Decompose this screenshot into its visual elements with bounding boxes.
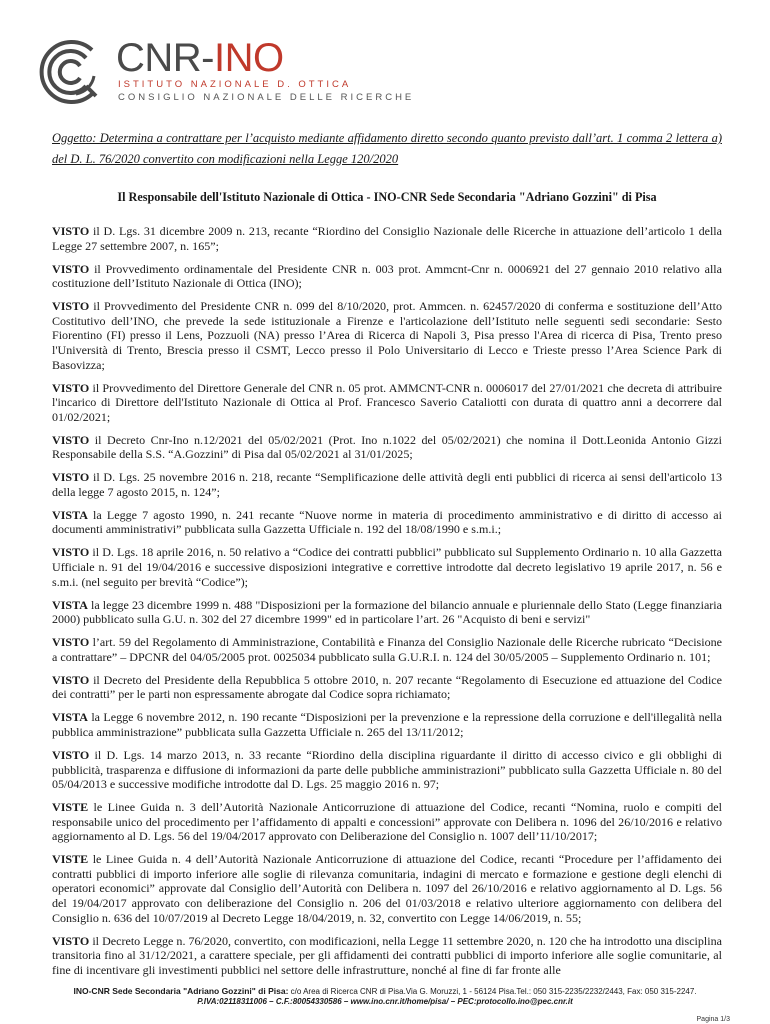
recital-paragraph	[52, 299, 722, 372]
footer-address: c/o Area di Ricerca CNR di Pisa.Via G. Moruzzi, 1 - 56124 Pisa.Tel.: 050 315-2235/2232/2443, Fax: 050 315-2247.	[288, 987, 697, 996]
issuing-authority: Il Responsabile dell'Istituto Nazionale di Ottica - INO-CNR Sede Secondaria "Adriano Gozzini" di Pisa	[117, 190, 657, 204]
logo-subtitle-institute: ISTITUTO NAZIONALE D. OTTICA	[118, 79, 352, 90]
recital-text: il Decreto Legge n. 76/2020, convertito, con modificazioni, nella Legge 11 settembre 2020, n. 120 che ha introdotto una disciplina transitoria fino al 31/12/2021, a carattere speciale, per gli affidamenti dei contratti pubblici di importo inferiore alle soglie comunitarie, al fine di incentivare gli investimenti pubblici nel settore delle infrastrutture, nonché al fine di far fronte alle	[52, 933, 722, 977]
recital-paragraph	[52, 934, 722, 978]
recital-text: il D. Lgs. 31 dicembre 2009 n. 213, recante “Riordino del Consiglio Nazionale delle Ricerche in attuazione dell’articolo 1 della Legge 27 settembre 2007, n. 165”;	[52, 224, 722, 253]
recital-paragraph	[52, 381, 722, 425]
recital-text: il Decreto Cnr-Ino n.12/2021 del 05/02/2021 (Prot. Ino n.1022 del 05/02/2021) che nomina il Dott.Leonida Antonio Gizzi Responsabile della S.S. “A.Gozzini” di Pisa dal 05/02/2021 al 31/01/2025;	[52, 432, 722, 462]
recital-paragraph	[52, 508, 722, 537]
logo-wordmark	[116, 36, 284, 80]
document-body	[52, 224, 722, 986]
recital-text: il D. Lgs. 14 marzo 2013, n. 33 recante “Riordino della disciplina riguardante il diritto di accesso civico e gli obblighi di pubblicità, trasparenza e diffusione di informazioni da parte delle pubbliche amministrazioni” pubblicato sulla Gazzetta Ufficiale n. 80 del 05/04/2013 e successive modifiche introdotte dal D. Lgs. 25 maggio 2016 n. 97;	[52, 747, 722, 792]
footer-label: INO-CNR Sede Secondaria "Adriano Gozzini" di Pisa:	[73, 986, 289, 996]
logo-cnr-text: CNR-	[116, 36, 214, 80]
recital-text: il Provvedimento ordinamentale del Presidente CNR n. 003 prot. Ammcnt-Cnr n. 0006921 del 27 gennaio 2010 relativo alla costituzione dell’Istituto Nazionale di Ottica (INO);	[52, 261, 722, 291]
recital-text: il Decreto del Presidente della Repubblica 5 ottobre 2010, n. 207 recante “Regolamento di Esecuzione ed attuazione del Codice dei contratti” per le parti non espressamente abrogate dal Codice sopra richiamato;	[52, 672, 722, 702]
recital-keyword: VISTO	[52, 380, 90, 395]
footer-address-line	[40, 986, 730, 997]
recital-keyword: VISTO	[52, 432, 90, 447]
recital-keyword: VISTO	[52, 672, 90, 687]
logo-subtitle-council: CONSIGLIO NAZIONALE DELLE RICERCHE	[118, 92, 415, 103]
page-footer	[40, 986, 730, 1007]
recital-keyword: VISTO	[52, 261, 90, 276]
recital-keyword: VISTA	[52, 597, 88, 612]
recital-paragraph	[52, 673, 722, 702]
recital-keyword: VISTA	[52, 710, 88, 725]
recital-paragraph	[52, 748, 722, 792]
recital-keyword: VISTO	[52, 299, 90, 314]
recital-text: il D. Lgs. 25 novembre 2016 n. 218, recante “Semplificazione delle attività degli enti pubblici di ricerca ai sensi dell'articolo 13 della legge 7 agosto 2015, n. 124”;	[52, 470, 722, 499]
recital-text: la Legge 6 novembre 2012, n. 190 recante “Disposizioni per la prevenzione e la repressione della corruzione e dell'illegalità nella pubblica amministrazione” pubblicata sulla Gazzetta Ufficiale n. 265 del 13/11/2012;	[52, 710, 722, 739]
recital-keyword: VISTO	[52, 470, 90, 485]
recital-paragraph	[52, 635, 722, 664]
recital-keyword: VISTO	[52, 747, 90, 762]
recital-paragraph	[52, 800, 722, 844]
recital-paragraph	[52, 470, 722, 499]
cnr-ino-logo	[36, 36, 415, 108]
footer-fiscal-line: P.IVA:02118311006 – C.F.:80054330586 – www.ino.cnr.it/home/pisa/ – PEC:protocollo.ino@pec.cnr.it	[197, 997, 573, 1006]
recital-keyword: VISTA	[52, 507, 88, 522]
recital-keyword: VISTO	[52, 933, 90, 948]
recital-keyword: VISTO	[52, 635, 90, 650]
recital-paragraph	[52, 545, 722, 589]
recital-paragraph	[52, 433, 722, 462]
recital-text: la Legge 7 agosto 1990, n. 241 recante “Nuove norme in materia di procedimento amministrativo e di diritto di accesso ai documenti amministrativi” pubblicata sulla Gazzetta Ufficiale n. 192 del 18/08/1990 e s.m.i.;	[52, 507, 722, 537]
page-number: Pagina 1/3	[696, 1016, 730, 1023]
recital-keyword: VISTE	[52, 800, 89, 815]
recital-keyword: VISTO	[52, 224, 90, 238]
recital-keyword: VISTO	[52, 545, 90, 560]
recital-text: le Linee Guida n. 4 dell’Autorità Nazionale Anticorruzione di attuazione del Codice, recanti “Procedure per l’affidamento dei contratti pubblici di importo inferiore alle soglie di rilevanza comunitaria, indagini di mercato e formazione e gestione degli elenchi di operatori economici” approvate dal Consiglio dell’Autorità con Delibera n. 1097 del 26/10/2016 e relativo aggiornamento al D. Lgs. 56 del 19/04/2017 approvato con deliberazione del Consiglio n. 206 del 01/03/2018 e relativo ulteriore aggiornamento con delibera del Consiglio n. 636 del 10/07/2019 al Decreto Legge 18/04/2019, n. 32, convertito con Legge 14/06/2019, n. 55;	[52, 852, 722, 925]
logo-ino-text: INO	[213, 36, 284, 80]
recital-text: il Provvedimento del Presidente CNR n. 099 del 8/10/2020, prot. Ammcen. n. 62457/2020 di conferma e sostituzione dell’Atto Costitutivo dell’INO, che prevede la sede istituzionale a Firenze e l'articolazione dell’Istituto nelle seguenti sedi secondarie: Sesto Fiorentino (FI) presso il Lens, Pozzuoli (NA) presso l’Area di Ricerca di Napoli 3, Pisa presso l'Area di ricerca di Pisa, Trento preso l'Università di Trento, Brescia presso il CSMT, Lecco presso il Polo Universitario di Lecco e Trieste presso l’Area Science Park di Basovizza;	[52, 299, 722, 372]
recital-paragraph	[52, 262, 722, 291]
recital-text: il Provvedimento del Direttore Generale del CNR n. 05 prot. AMMCNT-CNR n. 0006017 del 27/01/2021 che decreta di attribuire l'incarico di Direttore dell'Istituto Nazionale di Ottica al Prof. Francesco Saverio Cataliotti con durata di quattro anni a decorrere dal 01/02/2021;	[52, 380, 722, 424]
recital-text: le Linee Guida n. 3 dell’Autorità Nazionale Anticorruzione di attuazione del Codice, recanti “Nomina, ruolo e compiti del responsabile unico del procedimento per l’affidamento di appalti e concessioni” approvate con Delibera n. 1096 del 26/10/2016 e relativo aggiornamento al D. Lgs. 56 del 19/04/2017 approvato con Deliberazione del Consiglio n. 1007 dell’11/10/2017;	[52, 800, 722, 844]
cnr-logo-mark-icon	[36, 36, 108, 108]
document-subject: Oggetto: Determina a contrattare per l’acquisto mediante affidamento diretto secondo quanto previsto dall’art. 1 comma 2 lettera a) del D. L. 76/2020 convertito con modificazioni nella Legge 120/2020	[52, 131, 722, 166]
recital-keyword: VISTE	[52, 852, 89, 867]
recital-paragraph	[52, 852, 722, 925]
recital-paragraph	[52, 710, 722, 739]
recital-text: l’art. 59 del Regolamento di Amministrazione, Contabilità e Finanza del Consiglio Nazionale delle Ricerche rubricato “Decisione a contrattare” – DPCNR del 04/05/2005 prot. 0025034 pubblicato sulla G.U.R.I. n. 124 del 30/05/2005 – Supplemento Ordinario n. 101;	[52, 635, 722, 664]
recital-paragraph	[52, 598, 722, 627]
recital-text: la legge 23 dicembre 1999 n. 488 "Disposizioni per la formazione del bilancio annuale e pluriennale dello Stato (Legge finanziaria 2000) pubblicato sulla G.U. n. 302 del 27 dicembre 1999" ed in particolare l’art. 26 "Acquisto di beni e servizi"	[52, 597, 722, 627]
recital-text: il D. Lgs. 18 aprile 2016, n. 50 relativo a “Codice dei contratti pubblici” pubblicato sul Supplemento Ordinario n. 10 alla Gazzetta Ufficiale n. 91 del 19/04/2016 e successive disposizioni integrative e correttive introdotte dal decreto legislativo 19 aprile 2017, n. 56 e s.m.i. (nel seguito per brevità “Codice”);	[52, 545, 722, 589]
recital-paragraph	[52, 224, 722, 253]
